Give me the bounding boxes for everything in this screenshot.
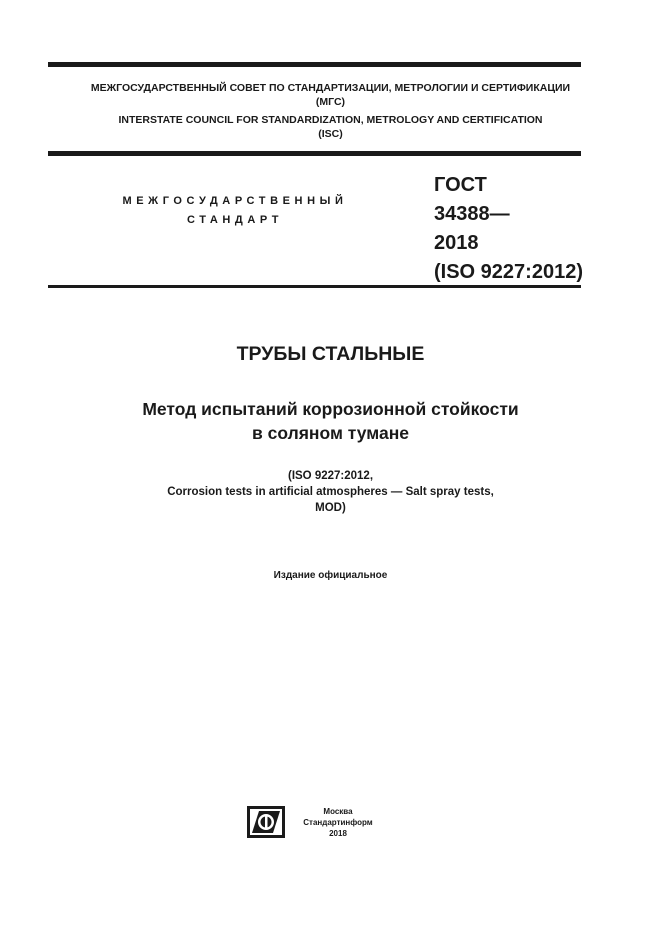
- standard-code: [434, 171, 583, 287]
- council-ru: МЕЖГОСУДАРСТВЕННЫЙ СОВЕТ ПО СТАНДАРТИЗАЦИИ, МЕТРОЛОГИИ И СЕРТИФИКАЦИИ: [90, 82, 571, 94]
- standard-type-line2: СТАНДАРТ: [186, 214, 284, 226]
- standard-code-line2: 34388—: [434, 203, 510, 225]
- standartinform-logo-icon: [247, 806, 285, 838]
- standard-code-line3: 2018: [434, 232, 479, 254]
- standard-type-line1: МЕЖГОСУДАРСТВЕННЫЙ: [122, 195, 348, 207]
- council-en: INTERSTATE COUNCIL FOR STANDARDIZATION, METROLOGY AND CERTIFICATION: [118, 114, 543, 126]
- standard-code-line1: ГОСТ: [434, 174, 487, 196]
- council-ru-abbr: (МГС): [315, 96, 346, 108]
- standard-code-line4: (ISO 9227:2012): [434, 261, 583, 283]
- code-rule: [48, 285, 581, 288]
- reference-line2: Corrosion tests in artificial atmospheres — Salt spray tests,: [167, 486, 494, 498]
- publisher-name: Стандартинформ: [303, 818, 373, 827]
- document-subtitle-line2: в соляном тумане: [251, 423, 410, 443]
- reference-line1: (ISO 9227:2012,: [287, 470, 374, 482]
- edition-label: Издание официальное: [273, 570, 388, 581]
- header-rule: [48, 151, 581, 156]
- publisher-block: [293, 806, 383, 839]
- document-title: ТРУБЫ СТАЛЬНЫЕ: [236, 343, 425, 365]
- council-en-abbr: (ISC): [318, 128, 343, 140]
- reference-line3: MOD): [315, 502, 346, 514]
- publisher-year: 2018: [329, 829, 347, 838]
- publisher-city: Москва: [323, 807, 353, 816]
- document-subtitle-line1: Метод испытаний коррозионной стойкости: [142, 399, 519, 419]
- top-rule: [48, 62, 581, 67]
